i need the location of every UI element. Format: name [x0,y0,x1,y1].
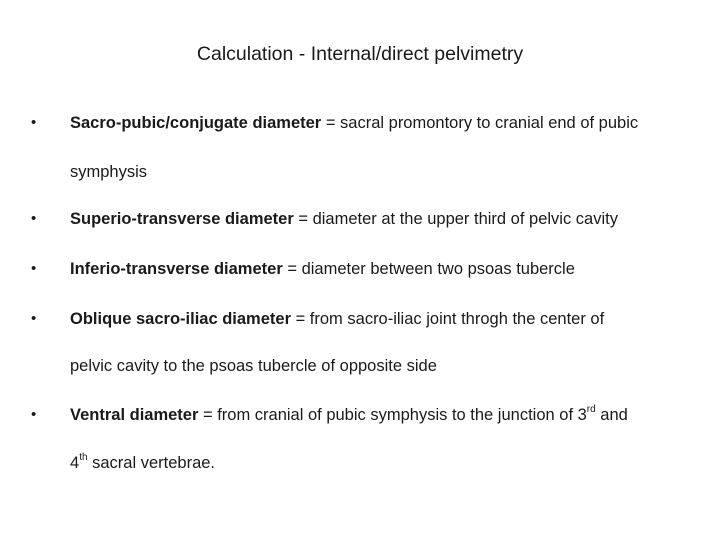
item-term: Sacro-pubic/conjugate diameter [70,114,322,132]
ordinal-suffix: th [79,451,88,463]
bullet-icon: • [31,310,37,327]
bullet-icon: • [31,114,37,131]
item-term: Inferio-transverse diameter [70,260,283,278]
item-term: Superio-transverse diameter [70,210,294,228]
bullet-icon: • [31,260,37,277]
item-text-line [70,259,575,279]
item-term: Oblique sacro-iliac diameter [70,310,291,328]
item-text-continuation: pelvic cavity to the psoas tubercle of opposite side [70,357,437,375]
item-definition: = from cranial of pubic symphysis to the junction of 3 [198,406,587,424]
item-text-line [70,209,618,229]
slide-title: Calculation - Internal/direct pelvimetry [196,43,524,65]
ordinal-suffix: rd [586,403,596,415]
item-definition: = diameter at the upper third of pelvic cavity [293,210,618,228]
bullet-icon: • [31,406,37,423]
item-term: Ventral diameter [70,406,199,424]
item-text-line [70,309,604,329]
item-definition-end: and [595,406,628,424]
item-definition: = sacral promontory to cranial end of pubic [321,114,639,132]
ordinal-number: 4 [70,454,80,472]
bullet-icon: • [31,210,37,227]
item-text-continuation: symphysis [70,163,148,181]
item-definition: = diameter between two psoas tubercle [282,260,575,278]
item-text-continuation [70,453,215,473]
item-text-line [70,405,628,425]
item-definition: = from sacro-iliac joint throgh the center of [291,310,605,328]
item-text-line [70,113,638,133]
item-continuation-text: sacral vertebrae. [87,454,216,472]
